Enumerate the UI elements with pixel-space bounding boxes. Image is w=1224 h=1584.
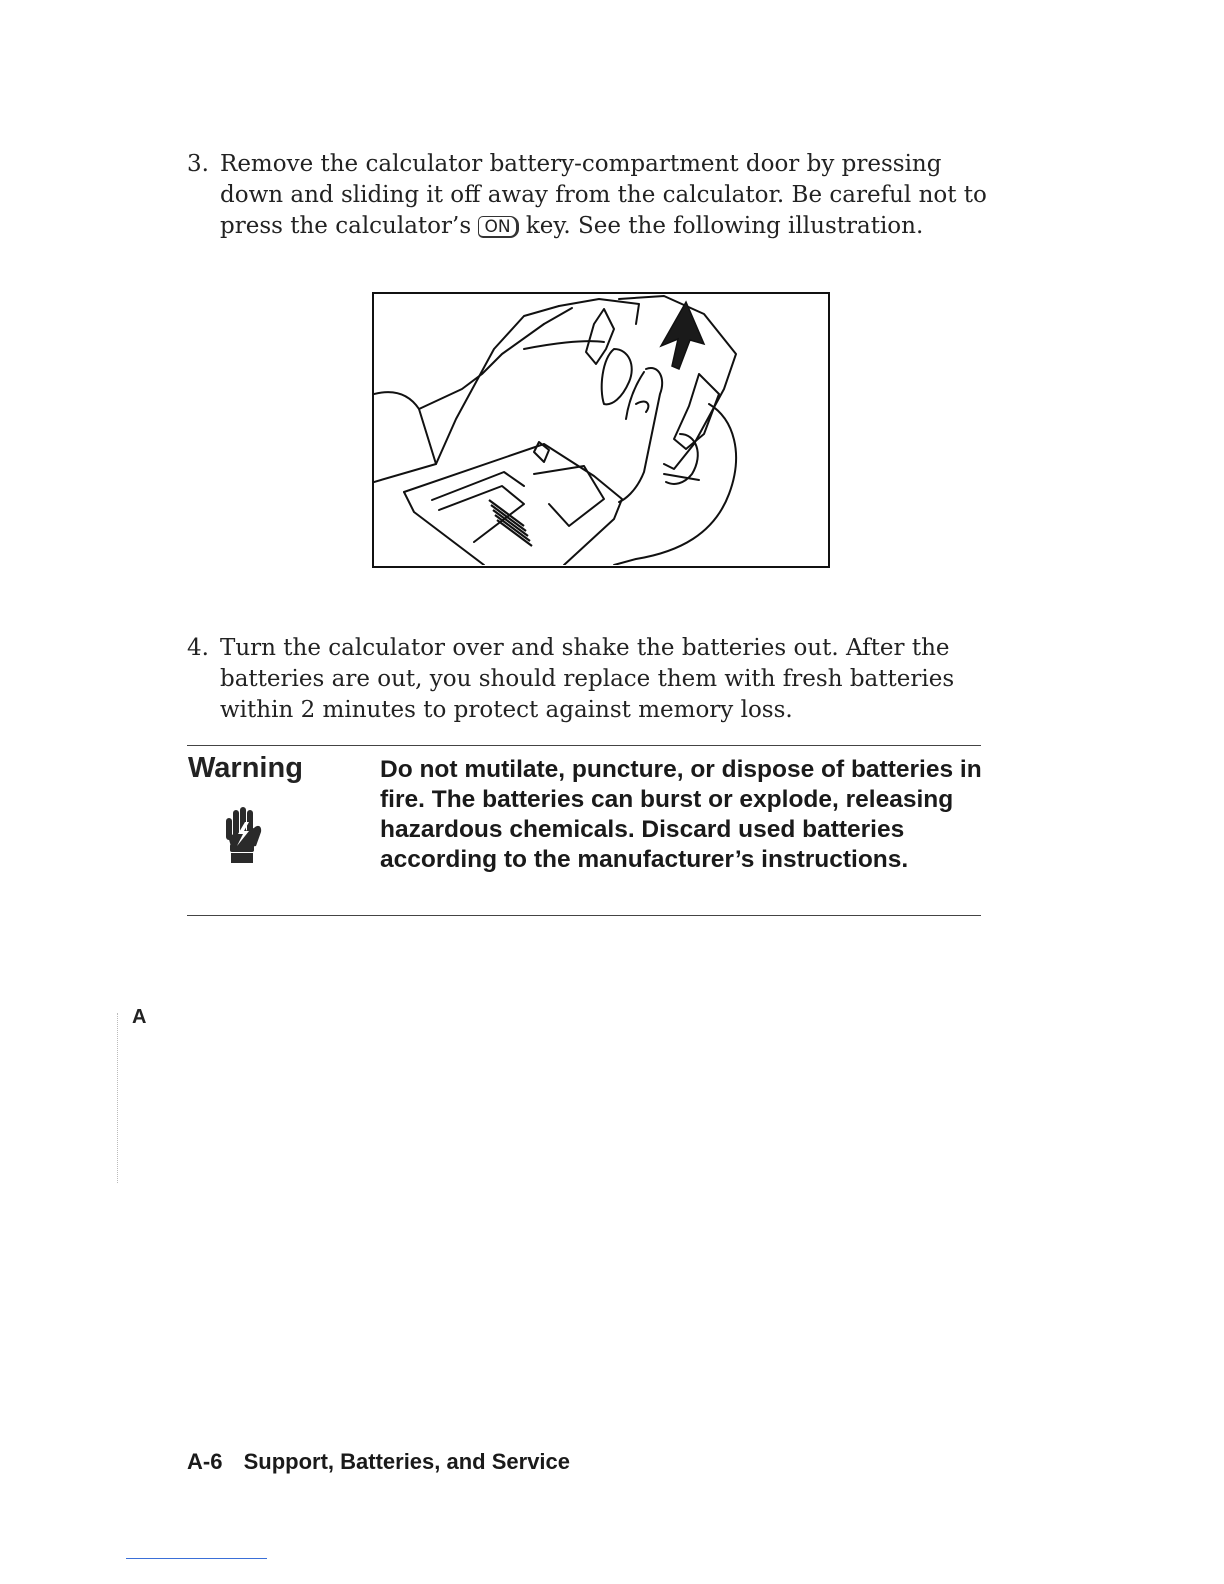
on-key-label: ON — [478, 216, 518, 238]
appendix-tab-label: A — [132, 1006, 147, 1028]
hand-warning-icon — [222, 806, 264, 864]
step-3-text-before-key: Remove the calculator battery-compartment door by pressing down and sliding it off away from the calculator. Be careful not to press the calculator’s — [220, 151, 987, 239]
step-4 — [187, 633, 987, 726]
warning-bottom-rule — [187, 915, 981, 916]
page-footer — [187, 1449, 570, 1475]
hands-removing-battery-door-icon — [374, 294, 827, 565]
warning-top-rule — [187, 745, 981, 746]
step-3-text — [220, 149, 987, 242]
warning-label: Warning — [188, 752, 303, 784]
bottom-divider — [126, 1558, 267, 1559]
warning-text: Do not mutilate, puncture, or dispose of batteries in fire. The batteries can burst or explode, releasing hazardous chemicals. Discard used batteries according to the manufacturer’s instructions. — [380, 756, 982, 873]
step-4-number: 4. — [187, 635, 209, 661]
step-4-text: Turn the calculator over and shake the batteries out. After the batteries are out, you should replace them with fresh batteries within 2 minutes to protect against memory loss. — [220, 635, 955, 723]
battery-door-illustration — [372, 292, 830, 568]
section-title: Support, Batteries, and Service — [243, 1449, 571, 1474]
margin-divider — [117, 1013, 118, 1183]
step-3-text-after-key: key. See the following illustration. — [525, 213, 924, 239]
page-number: A-6 — [187, 1449, 223, 1474]
step-3-number: 3. — [187, 151, 209, 177]
step-3 — [187, 149, 987, 242]
